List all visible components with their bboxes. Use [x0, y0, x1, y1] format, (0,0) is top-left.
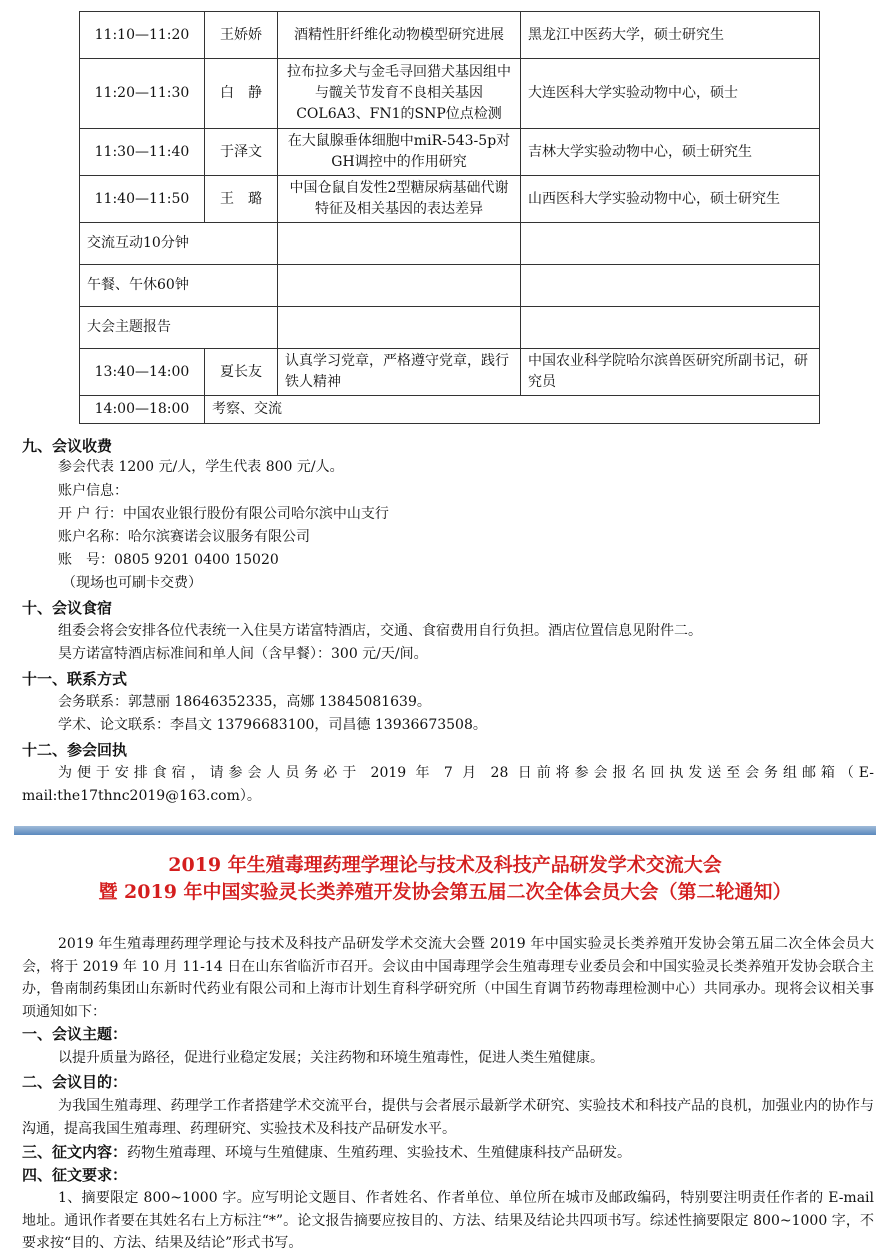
org-cell: 山西医科大学实验动物中心，硕士研究生 — [521, 176, 820, 223]
notice-title-line-1: 2019 年生殖毒理药理学理论与技术及科技产品研发学术交流大会 — [168, 854, 722, 876]
time-cell: 14:00—18:00 — [80, 396, 205, 424]
time-cell: 11:10—11:20 — [80, 12, 205, 59]
purpose-paragraph: 为我国生殖毒理、药理学工作者搭建学术交流平台，提供与会者展示最新学术研究、实验技术和科技产品的良机，加强业内的协作与沟通，提高我国生殖毒理、药理研究、实验技术及科技产品研发水平。 — [22, 1098, 874, 1137]
time-cell: 11:40—11:50 — [80, 176, 205, 223]
topic-cell: 中国仓鼠自发性2型糖尿病基础代谢特征及相关基因的表达差异 — [278, 176, 521, 223]
lodging-line: 组委会将会安排各位代表统一入住昊方诺富特酒店，交通、食宿费用自行负担。酒店位置信息见附件二。 — [58, 623, 702, 639]
table-row — [80, 396, 820, 424]
break-cell: 大会主题报告 — [80, 307, 278, 349]
table-row — [80, 307, 820, 349]
org-cell: 吉林大学实验动物中心，硕士研究生 — [521, 129, 820, 176]
section-heading-paper-requirements: 四、征文要求： — [22, 1166, 128, 1184]
intro-paragraph: 2019 年生殖毒理药理学理论与技术及科技产品研发学术交流大会暨 2019 年中国实验灵长类养殖开发协会第五届二次全体会员大会，将于 2019 年 10 月 11-14 日在山东省临沂市召开。会议由中国毒理学会生殖毒理专业委员会和中国实验灵长类养殖开发协会联合主办，鲁南制药集团山东新时代药业有限公司和上海市计划生育科学研究所（中国生育调节药物毒理检测中心）共同承办。现将会议相关事项通知如下： — [22, 936, 874, 1020]
table-row — [80, 59, 820, 129]
fee-line: 账 号：0805 9201 0400 15020 — [58, 552, 279, 568]
fee-line: 账户信息： — [58, 483, 128, 499]
receipt-paragraph: 为便于安排食宿，请参会人员务必于 2019 年 7 月 28 日前将参会报名回执发送至会务组邮箱（E-mail:the17thnc2019@163.com）。 — [22, 765, 874, 804]
section-heading-purpose: 二、会议目的： — [22, 1073, 128, 1091]
time-cell: 11:30—11:40 — [80, 129, 205, 176]
requirements-paragraph: 1、摘要限定 800~1000 字。应写明论文题目、作者姓名、作者单位、单位所在城市及邮政编码，特别要注明责任作者的 E-mail 地址。通讯作者要在其姓名右上方标注“*”。论文报告摘要应按目的、方法、结果及结论共四项书写。综述性摘要限定 800~1000 字，不要求按“目的、方法、结果及结论”形式书写。 — [22, 1190, 874, 1251]
speaker-cell: 王 璐 — [205, 176, 278, 223]
paper-content-section — [22, 1141, 874, 1164]
topic-cell: 酒精性肝纤维化动物模型研究进展 — [278, 12, 521, 59]
org-cell: 中国农业科学院哈尔滨兽医研究所副书记，研究员 — [521, 349, 820, 396]
org-cell: 黑龙江中医药大学，硕士研究生 — [521, 12, 820, 59]
table-row — [80, 12, 820, 59]
table-row — [80, 349, 820, 396]
contact-line: 会务联系：郭慧丽 18646352335，高娜 13845081639。 — [58, 694, 431, 710]
org-cell: 大连医科大学实验动物中心，硕士 — [521, 59, 820, 129]
break-cell: 交流互动10分钟 — [80, 223, 278, 265]
speaker-cell: 王娇娇 — [205, 12, 278, 59]
section-heading-receipt: 十二、参会回执 — [22, 741, 128, 759]
fee-line: （现场也可刷卡交费） — [62, 575, 202, 591]
table-row — [80, 223, 820, 265]
fee-line: 账户名称：哈尔滨赛诺会议服务有限公司 — [58, 529, 310, 545]
section-heading-theme: 一、会议主题： — [22, 1025, 128, 1043]
fee-line: 参会代表 1200 元/人，学生代表 800 元/人。 — [58, 459, 344, 475]
table-row — [80, 176, 820, 223]
contact-line: 学术、论文联系：李昌文 13796683100，司昌德 13936673508。 — [58, 717, 487, 733]
theme-paragraph: 以提升质量为路径，促进行业稳定发展；关注药物和环境生殖毒性，促进人类生殖健康。 — [58, 1050, 604, 1066]
table-row — [80, 129, 820, 176]
topic-cell: 拉布拉多犬与金毛寻回猎犬基因组中与髋关节发育不良相关基因COL6A3、FN1的SNP位点检测 — [278, 59, 521, 129]
table-row — [80, 265, 820, 307]
notice-title-line-2: 暨 2019 年中国实验灵长类养殖开发协会第五届二次全体会员大会（第二轮通知） — [98, 881, 792, 903]
topic-cell: 在大鼠腺垂体细胞中miR-543-5p对GH调控中的作用研究 — [278, 129, 521, 176]
break-cell: 午餐、午休60钟 — [80, 265, 278, 307]
lodging-line: 昊方诺富特酒店标准间和单人间（含早餐）：300 元/天/间。 — [58, 646, 428, 662]
section-divider — [14, 826, 876, 835]
speaker-cell: 于泽文 — [205, 129, 278, 176]
activity-cell: 考察、交流 — [205, 396, 820, 424]
time-cell: 11:20—11:30 — [80, 59, 205, 129]
section-heading-fees: 九、会议收费 — [22, 437, 113, 455]
section-heading-lodging: 十、会议食宿 — [22, 599, 113, 617]
fee-line: 开 户 行：中国农业银行股份有限公司哈尔滨中山支行 — [58, 506, 389, 522]
speaker-cell: 白 静 — [205, 59, 278, 129]
section-heading-contact: 十一、联系方式 — [22, 670, 128, 688]
section-heading-paper-content: 三、征文内容： — [22, 1143, 128, 1161]
topic-cell: 认真学习党章，严格遵守党章，践行铁人精神 — [278, 349, 521, 396]
time-cell: 13:40—14:00 — [80, 349, 205, 396]
paper-content-text: 药物生殖毒理、环境与生殖健康、生殖药理、实验技术、生殖健康科技产品研发。 — [127, 1145, 632, 1161]
schedule-table — [79, 11, 820, 424]
speaker-cell: 夏长友 — [205, 349, 278, 396]
